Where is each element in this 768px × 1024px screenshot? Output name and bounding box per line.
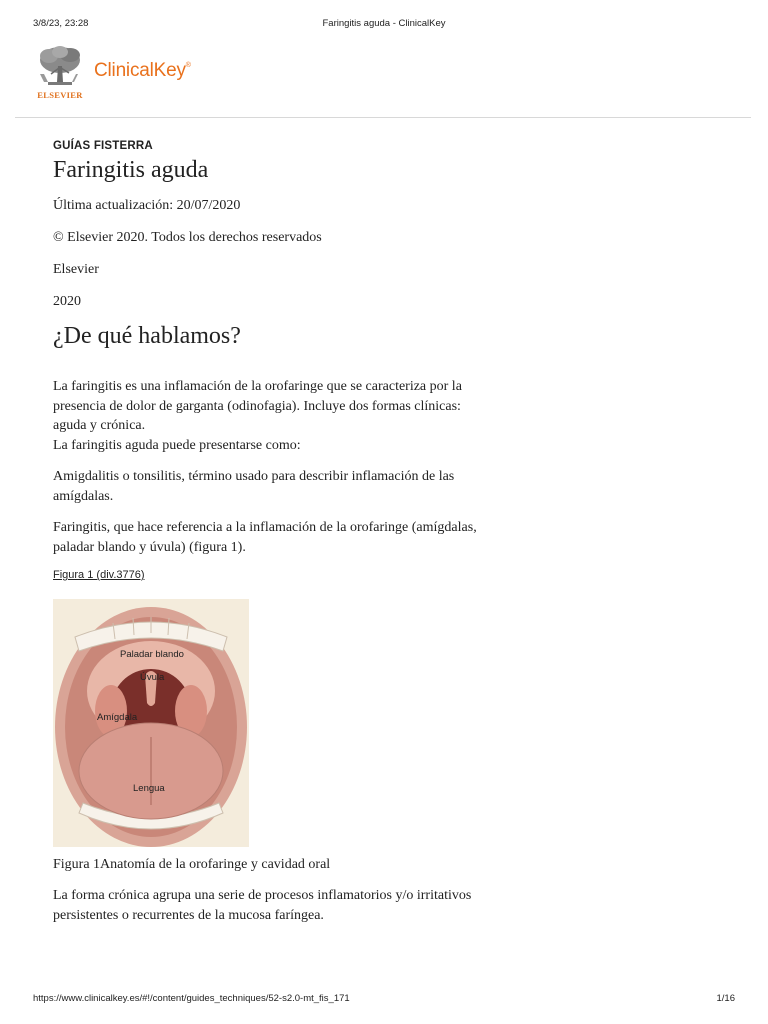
label-tongue: Lengua [133,783,165,794]
print-page-title: Faringitis aguda - ClinicalKey [322,18,446,29]
last-updated: Última actualización: 20/07/2020 [53,198,241,213]
print-datetime: 3/8/23, 23:28 [33,18,89,29]
publication-year: 2020 [53,294,81,309]
header-divider [15,117,751,118]
intro-paragraph [53,377,483,455]
page-number: 1/16 [716,993,735,1004]
paragraph-faringitis: Faringitis, que hace referencia a la inflamación de la orofaringe (amígdalas, paladar blando y úvula) (figura 1). [53,520,477,555]
figure-caption: Figura 1Anatomía de la orofaringe y cavidad oral [53,857,331,872]
figure-oral-anatomy [53,599,249,847]
print-header [0,18,768,32]
section-heading: ¿De qué hablamos? [53,323,241,349]
article-content [53,138,483,925]
intro-line: La faringitis aguda puede presentarse como: [53,437,301,453]
clinicalkey-wordmark [94,60,191,82]
publisher-name: Elsevier [53,262,99,277]
intro-line: La faringitis es una inflamación de la orofaringe que se caracteriza por la [53,379,462,394]
paragraph-amigdalitis: Amigdalitis o tonsilitis, término usado para describir inflamación de las amígdalas. [53,469,455,504]
label-tonsil: Amígdala [97,712,138,723]
article-title: Faringitis aguda [53,157,209,183]
elsevier-tree-icon [34,44,86,90]
label-palate: Paladar blando [120,649,184,660]
figure-link[interactable]: Figura 1 (div.3776) [53,569,145,581]
print-footer [0,993,768,1007]
page-url: https://www.clinicalkey.es/#!/content/guides_techniques/52-s2.0-mt_fis_171 [33,993,350,1004]
site-logo[interactable] [32,44,232,102]
clinicalkey-name: ClinicalKey [94,60,186,81]
article-kicker: GUÍAS FISTERRA [53,140,153,152]
intro-line: presencia de dolor de garganta (odinofagia). Incluye dos formas clínicas: [53,398,461,414]
trademark-symbol: ® [185,62,191,69]
oral-cavity-illustration [53,599,249,847]
copyright-notice: © Elsevier 2020. Todos los derechos reservados [53,230,322,245]
paragraph-cronica: La forma crónica agrupa una serie de procesos inflamatorios y/o irritativos persistentes o recurrentes de la mucosa faríngea. [53,888,472,923]
intro-line: aguda y crónica. [53,418,146,433]
elsevier-wordmark: ELSEVIER [37,90,83,100]
label-uvula: Úvula [140,672,165,683]
